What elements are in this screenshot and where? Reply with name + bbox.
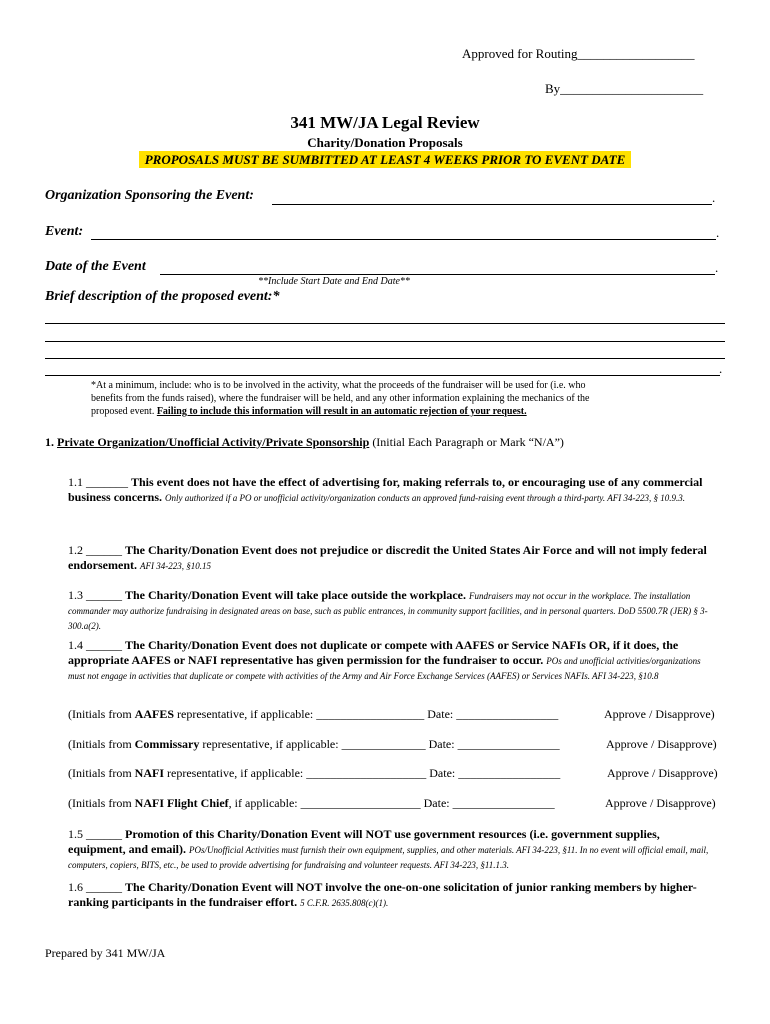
approval-nafi-flight-chief — [68, 796, 555, 811]
approval-org: NAFI — [134, 766, 164, 780]
item-1-3-note: Fundraisers may not occur in the workplace. The installation commander may authorize fundraising in designated areas on base, such as public entrances, in community support facilities, and in personal quarters. DoD 5500.7R (JER) § 3-300.a(2). — [68, 591, 708, 631]
routing-by: By______________________ — [545, 81, 704, 96]
item-1-1-initials[interactable]: 1.1 _______ — [68, 475, 131, 489]
organization-field[interactable] — [272, 204, 712, 205]
period: . — [712, 190, 716, 205]
item-1-2 — [68, 543, 718, 573]
item-1-5 — [68, 827, 718, 872]
item-1-5-initials[interactable]: 1.5 ______ — [68, 827, 125, 841]
description-note-2: benefits from the funds raised), where the fundraiser will be held, and any other information explaining the mechanics of the — [91, 393, 590, 404]
description-line-2[interactable] — [45, 341, 725, 342]
item-1-6-note: 5 C.F.R. 2635.808(c)(1). — [300, 898, 389, 908]
approval-prefix: (Initials from — [68, 796, 135, 810]
description-note-3-text: proposed event. — [91, 406, 157, 417]
approve-disapprove-aafes[interactable]: Approve / Disapprove) — [604, 707, 715, 721]
section-1-title: Private Organization/Unofficial Activity/Private Sponsorship — [57, 435, 370, 449]
period: . — [719, 361, 723, 376]
section-1-number: 1. — [45, 435, 57, 449]
item-1-1-statement: This event does not have the effect of advertising for, making referrals to, or encouraging use of any commercial business concerns. — [68, 475, 703, 504]
approve-disapprove-nafi-flight-chief[interactable]: Approve / Disapprove) — [605, 796, 716, 810]
approval-nafi — [68, 766, 560, 781]
period: . — [715, 260, 719, 275]
deadline-banner: PROPOSALS MUST BE SUMBITTED AT LEAST 4 WEEKS PRIOR TO EVENT DATE — [139, 151, 632, 168]
description-note-1: *At a minimum, include: who is to be involved in the activity, what the proceeds of the fundraiser will be used for (i.e. who — [91, 380, 586, 391]
prepared-by-footer: Prepared by 341 MW/JA — [45, 946, 166, 960]
item-1-6-statement: The Charity/Donation Event will NOT involve the one-on-one solicitation of junior ranking members by higher-ranking participants in the fundraiser effort. — [68, 880, 697, 909]
approval-blanks[interactable]: representative, if applicable: ______________ Date: _________________ — [199, 737, 560, 751]
rejection-warning: Failing to include this information will result in an automatic rejection of your request. — [156, 406, 527, 417]
item-1-6-initials[interactable]: 1.6 ______ — [68, 880, 125, 894]
section-1-heading — [45, 435, 564, 450]
description-line-1[interactable] — [45, 323, 725, 324]
approved-for-routing: Approved for Routing__________________ — [462, 46, 695, 61]
date-field[interactable] — [160, 274, 715, 275]
item-1-1-note: Only authorized if a PO or unofficial activity/organization conducts an approved fund-raising event through a third-party. AFI 34-223, § 10.9.3. — [165, 493, 685, 503]
item-1-2-statement: The Charity/Donation Event does not prejudice or discredit the United States Air Force and will not imply federal endorsement. — [68, 543, 707, 572]
approval-blanks[interactable]: , if applicable: ____________________ Date: _________________ — [228, 796, 555, 810]
description-line-3[interactable] — [45, 358, 725, 359]
section-1-instruction: (Initial Each Paragraph or Mark “N/A”) — [369, 435, 564, 449]
date-note: **Include Start Date and End Date** — [258, 276, 410, 287]
approval-aafes — [68, 707, 558, 722]
approval-blanks[interactable]: representative, if applicable: ____________________ Date: _________________ — [164, 766, 561, 780]
approve-disapprove-commissary[interactable]: Approve / Disapprove) — [606, 737, 717, 751]
approval-prefix: (Initials from — [68, 737, 135, 751]
date-label: Date of the Event — [45, 259, 146, 274]
item-1-2-note: AFI 34-223, §10.15 — [140, 561, 211, 571]
approval-prefix: (Initials from — [68, 766, 135, 780]
period: . — [716, 225, 720, 240]
approve-disapprove-nafi[interactable]: Approve / Disapprove) — [607, 766, 718, 780]
approval-org: NAFI Flight Chief — [134, 796, 229, 810]
approval-commissary — [68, 737, 560, 752]
item-1-4-initials[interactable]: 1.4 ______ — [68, 638, 125, 652]
item-1-1 — [68, 475, 718, 505]
item-1-5-statement: Promotion of this Charity/Donation Event will NOT use government resources (i.e. government supplies, equipment, and email). — [68, 827, 660, 856]
item-1-5-note: POs/Unofficial Activities must furnish their own equipment, supplies, and other materials. AFI 34-223, §11. In no event will official email, mail, computers, copiers, BITS, etc., be used to provide advertising for fundraising and volunteer requests. AFI 34-223, §11.1.3. — [68, 845, 709, 870]
item-1-4-statement: The Charity/Donation Event does not duplicate or compete with AAFES or Service NAFIs OR, if it does, the appropriate AAFES or NAFI representative has given permission for the fundraiser to occur. — [68, 638, 679, 667]
approval-blanks[interactable]: representative, if applicable: __________________ Date: _________________ — [174, 707, 559, 721]
event-field[interactable] — [91, 239, 716, 240]
description-line-4[interactable] — [45, 375, 720, 376]
item-1-2-initials[interactable]: 1.2 ______ — [68, 543, 125, 557]
item-1-3-initials[interactable]: 1.3 ______ — [68, 588, 125, 602]
approval-org: AAFES — [134, 707, 174, 721]
item-1-3-statement: The Charity/Donation Event will take place outside the workplace. — [125, 588, 466, 602]
item-1-6 — [68, 880, 718, 910]
page-subtitle: Charity/Donation Proposals — [307, 135, 463, 150]
organization-label: Organization Sponsoring the Event: — [45, 188, 254, 203]
item-1-4-note: POs and unofficial activities/organizations must not engage in activities that duplicate or compete with activities of the Army and Air Force Exchange Services (AAFES) or Services NAFIs. AFI 34-223, §10.8 — [68, 656, 701, 681]
approval-org: Commissary — [134, 737, 200, 751]
description-note-3 — [91, 405, 527, 418]
approval-prefix: (Initials from — [68, 707, 135, 721]
description-label: Brief description of the proposed event:* — [45, 289, 280, 304]
page-title: 341 MW/JA Legal Review — [290, 113, 480, 132]
item-1-4 — [68, 638, 718, 683]
event-label: Event: — [45, 224, 84, 239]
item-1-3 — [68, 588, 718, 633]
